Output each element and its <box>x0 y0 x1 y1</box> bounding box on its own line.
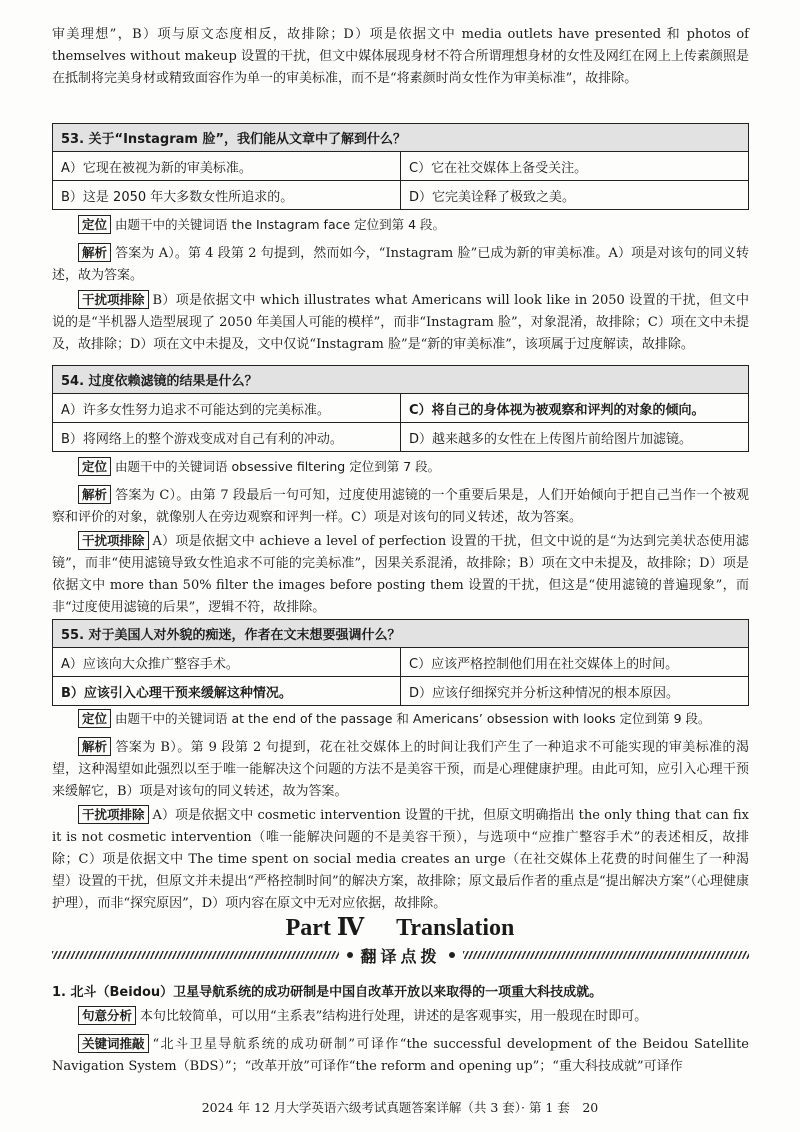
part-roman: Part Ⅳ <box>285 915 365 941</box>
q54-analysis <box>52 485 749 529</box>
locate-tag: 定位 <box>78 457 111 476</box>
q53-locate <box>52 214 749 237</box>
q53-analysis-text: 答案为 A）。第 4 段第 2 句提到，然而如今，“Instagram 脸”已成为新的审美标准。A）项是对该句的同义转述，故为答案。 <box>52 246 749 283</box>
q54-distractor <box>52 531 749 619</box>
part-title <box>0 912 800 942</box>
q53-analysis <box>52 243 749 287</box>
q53-distractor-text: B）项是依据文中 which illustrates what Americans will look like in 2050 设置的干扰，但文中说的是“半机器人造型展现了 2050 年美国人可能的模样”，而非“Instagram 脸”，对象混淆，故排除；C）项在文中未提及，故排除；D）项在文中未提及，文中仅说“Instagram 脸”是“新的审美标准”，该项属于过度解读，故排除。 <box>52 293 749 352</box>
q55-option-a: A）应该向大众推广整容手术。 <box>53 648 401 677</box>
locate-tag: 定位 <box>78 709 111 728</box>
question-55-table <box>52 619 749 706</box>
q54-option-a: A）许多女性努力追求不可能达到的完美标准。 <box>53 394 401 423</box>
q53-distractor <box>52 290 749 356</box>
section-banner <box>52 940 749 970</box>
keywords-tag: 关键词推敲 <box>78 1034 149 1053</box>
question-55-stem: 55. 对于美国人对外貌的痴迷，作者在文末想要强调什么？ <box>53 620 749 648</box>
q55-locate-text: 由题干中的关键词语 at the end of the passage 和 Americans’ obsession with looks 定位到第 9 段。 <box>115 711 711 726</box>
q54-locate-text: 由题干中的关键词语 obsessive filtering 定位到第 7 段。 <box>115 459 441 474</box>
translation-keywords <box>52 1034 749 1078</box>
analysis-tag: 解析 <box>78 737 111 756</box>
q53-option-c: C）它在社交媒体上备受关注。 <box>401 152 749 181</box>
q55-distractor <box>52 805 749 915</box>
banner-label: 翻译点拨 <box>360 946 441 966</box>
banner-dot-icon <box>347 952 353 958</box>
sentence-analysis-tag: 句意分析 <box>78 1006 136 1025</box>
analysis-tag: 解析 <box>78 485 111 504</box>
q54-option-b: B）将网络上的整个游戏变成对自己有利的冲动。 <box>53 423 401 452</box>
q55-distractor-text: A）项是依据文中 cosmetic intervention 设置的干扰，但原文明确指出 the only thing that can fix it is not cosmetic intervention（唯一能解决问题的不是美容干预），与选项中“应推广整容手术”的表述相反，故排除；C）项是依据文中 The time spent on social media creates an urge（在社交媒体上花费的时间催生了一种渴望）设置的干扰，但原文并未提出“严格控制时间”的解决方案，故排除；原文最后作者的重点是“提出解决方案”（心理健康护理），而非“探究原因”，D）项内容在原文中无对应依据，故排除。 <box>52 808 749 911</box>
translation-analysis <box>52 1006 749 1028</box>
q55-analysis <box>52 737 749 803</box>
q54-option-d: D）越来越多的女性在上传图片前给图片加滤镜。 <box>401 423 749 452</box>
distractor-tag: 干扰项排除 <box>78 531 149 550</box>
part-name: Translation <box>396 915 515 941</box>
banner-stripe-right <box>463 951 750 959</box>
page-footer: 2024 年 12 月大学英语六级考试真题答案详解（共 3 套）· 第 1 套 20 <box>201 1100 599 1115</box>
question-53-stem: 53. 关于“Instagram 脸”，我们能从文章中了解到什么？ <box>53 124 749 152</box>
q55-option-c: C）应该严格控制他们用在社交媒体上的时间。 <box>401 648 749 677</box>
q53-option-d: D）它完美诠释了极致之美。 <box>401 181 749 210</box>
analysis-tag: 解析 <box>78 243 111 262</box>
q54-distractor-text: A）项是依据文中 achieve a level of perfection 设置的干扰，但文中说的是“为达到完美状态使用滤镜”，而非“使用滤镜导致女性追求不可能的完美标准”，因果关系混淆，故排除；B）项在文中未提及，故排除；D）项是依据文中 more than 50% filter the images before posting them 设置的干扰，但这是“使用滤镜的普遍现象”，而非“过度使用滤镜的后果”，逻辑不符，故排除。 <box>52 534 749 615</box>
q55-option-b: B）应该引入心理干预来缓解这种情况。 <box>53 677 401 706</box>
q54-locate <box>52 456 749 479</box>
q53-locate-text: 由题干中的关键词语 the Instagram face 定位到第 4 段。 <box>115 217 446 232</box>
q54-analysis-text: 答案为 C）。由第 7 段最后一句可知，过度使用滤镜的一个重要后果是，人们开始倾向于把自己当作一个被观察和评价的对象，就像别人在旁边观察和评判一样。C）项是对该句的同义转述，故为答案。 <box>52 488 749 525</box>
q55-locate <box>52 708 749 731</box>
q55-option-d: D）应该仔细探究并分析这种情况的根本原因。 <box>401 677 749 706</box>
banner-dot-icon <box>449 952 455 958</box>
q54-option-c: C）将自己的身体视为被观察和评判的对象的倾向。 <box>401 394 749 423</box>
q53-option-a: A）它现在被视为新的审美标准。 <box>53 152 401 181</box>
top-paragraph: 审美理想”，B）项与原文态度相反，故排除；D）项是依据文中 media outlets have presented 和 photos of themselves without makeup 设置的干扰，但文中媒体展现身材不符合所谓理想身材的女性及网红在网上上传素颜照是在抵制将完美身材或精致面容作为单一的审美标准，而不是“将素颜时尚女性作为审美标准”，故排除。 <box>52 27 749 86</box>
question-53-table <box>52 123 749 210</box>
translation-keywords-text: “北斗卫星导航系统的成功研制”可译作“the successful development of the Beidou Satellite Navigation System（BDS）”；“改革开放”可译作“the reform and opening up”；“重大科技成就”可译作 <box>52 1037 749 1074</box>
translation-analysis-text: 本句比较简单，可以用“主系表”结构进行处理，讲述的是客观事实，用一般现在时即可。 <box>140 1009 648 1024</box>
translation-sentence-1: 1. 北斗（Beidou）卫星导航系统的成功研制是中国自改革开放以来取得的一项重大科技成就。 <box>52 985 603 1000</box>
question-54-table <box>52 365 749 452</box>
q53-option-b: B）这是 2050 年大多数女性所追求的。 <box>53 181 401 210</box>
question-54-stem: 54. 过度依赖滤镜的结果是什么？ <box>53 366 749 394</box>
q55-analysis-text: 答案为 B）。第 9 段第 2 句提到，花在社交媒体上的时间让我们产生了一种追求不可能实现的审美标准的渴望，这种渴望如此强烈以至于唯一能解决这个问题的方法不是美容干预，而是心理健康护理。由此可知，应引入心理干预来缓解它，B）项是对该句的同义转述，故为答案。 <box>52 740 749 799</box>
distractor-tag: 干扰项排除 <box>78 290 149 309</box>
banner-stripe-left <box>52 951 339 959</box>
distractor-tag: 干扰项排除 <box>78 805 149 824</box>
locate-tag: 定位 <box>78 215 111 234</box>
